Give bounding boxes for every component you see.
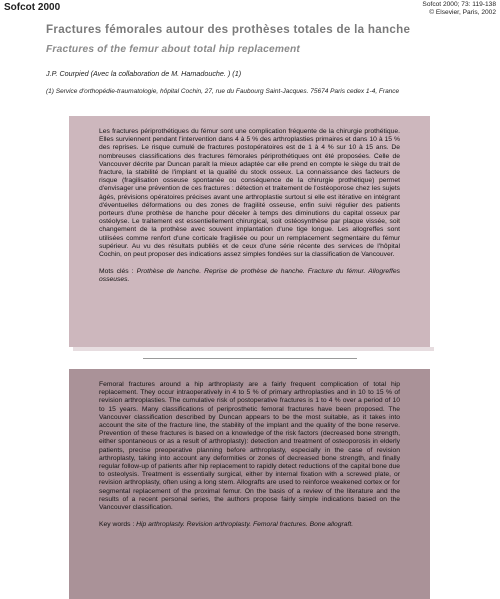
abstract-fr-shadow [73, 347, 434, 351]
copyright-notice: © Elsevier, Paris, 2002 [429, 9, 496, 16]
keywords-french [99, 268, 400, 284]
abstract-english-text: Femoral fractures around a hip arthroplasty are a fairly frequent complication of total hip replacement. They occur intraoperatively in 4 to 5 % of primary arthroplasties and in 10 to 15 % of revision arthroplasties. The cumulative risk of postoperative fractures is 1 to 4 % over a period of 10 to 15 years. Many classifications of periprosthetic femoral fractures have been proposed. The Vancouver classification described by Duncan appears to be the most suitable, as it takes into account the site of the fracture line, the stability of the implant and the quality of the bone reserve. Prevention of these fractures is based on a knowledge of the risk factors (decreased bone strength, either spontaneous or as a result of arthroplasty): detection and treatment of osteoporosis in elderly patients, precise preoperative planning before arthroplasty, especially in the case of revision arthroplasty, taking into account any deformities or zones of decreased bone strength, and finally regular follow-up of patients after hip replacement to rapidly detect reductions of the capital bone due to osteolysis. Treatment is essentially surgical, either by internal fixation with a screwed plate, or revision arthroplasty, often using a long stem. Allografts are used to reinforce weakened cortex or for segmental replacement of the proximal femur. On the basis of a review of the literature and the results of a recent personal series, the authors propose fairly simple indications based on the Vancouver classification. [99, 381, 400, 512]
keywords-english [99, 521, 400, 529]
keywords-english-label: Key words : [99, 521, 135, 529]
citation-reference: Sofcot 2000; 73: 119-138 [422, 1, 496, 8]
section-divider [143, 358, 357, 359]
affiliation: (1) Service d'orthopédie-traumatologie, hôpital Cochin, 27, rue du Faubourg Saint-Jacques. 75674 Paris cedex 1-4, France [46, 88, 400, 95]
title-french: Fractures fémorales autour des prothèses totales de la hanche [46, 23, 411, 36]
abstract-french [69, 116, 430, 347]
abstract-french-text: Les fractures périprothétiques du fémur sont une complication fréquente de la chirurgie prothétique. Elles surviennent pendant l'intervention dans 4 à 5 % des arthroplasties primaires et dans 10 à 15 % des reprises. Le risque cumulé de fractures postopératoires est de 1 à 4 % sur 10 à 15 ans. De nombreuses classifications des fractures fémorales périprothétiques ont été proposées. Celle de Vancouver décrite par Duncan paraît la mieux adaptée car elle prend en compte le siège du trait de fracture, la stabilité de l'implant et la qualité du stock osseux. La connaissance des facteurs de risque (fragilisation osseuse spontanée ou conséquence de la chirurgie prothétique) permet d'envisager une prévention de ces fractures : détection et traitement de l'ostéoporose chez les sujets âgés, prévisions opératoires précises avant une arthroplastie surtout si elle est itérative en intégrant d'éventuelles déformations ou des zones de fragilité osseuse, enfin suivi régulier des patients porteurs d'une prothèse de hanche pour déceler à temps des diminutions du capital osseux par ostéolyse. Le traitement est essentiellement chirurgical, soit ostéosynthèse par plaque vissée, soit changement de la prothèse avec souvent implantation d'une tige longue. Les allogreffes sont utilisées comme renfort d'une corticale fragilisée ou pour un remplacement segmentaire du fémur supérieur. Au vu des résultats publiés et de ceux d'une série récente des services de l'hôpital Cochin, on peut proposer des indications assez simples fondées sur la classification de Vancouver. [99, 128, 400, 259]
keywords-english-list: Hip arthroplasty. Revision arthroplasty. Femoral fractures. Bone allograft. [136, 521, 354, 529]
keywords-french-list: Prothèse de hanche. Reprise de prothèse de hanche. Fracture du fémur. Allogreffes osseuses. [99, 268, 400, 284]
citation-block [422, 1, 496, 17]
abstract-english [69, 369, 430, 599]
keywords-french-label: Mots clés : [99, 268, 134, 276]
title-english: Fractures of the femur about total hip replacement [46, 44, 300, 55]
journal-name: Sofcot 2000 [4, 2, 61, 13]
authors-line: J.P. Courpied (Avec la collaboration de M. Hamadouche. ) (1) [46, 69, 242, 78]
